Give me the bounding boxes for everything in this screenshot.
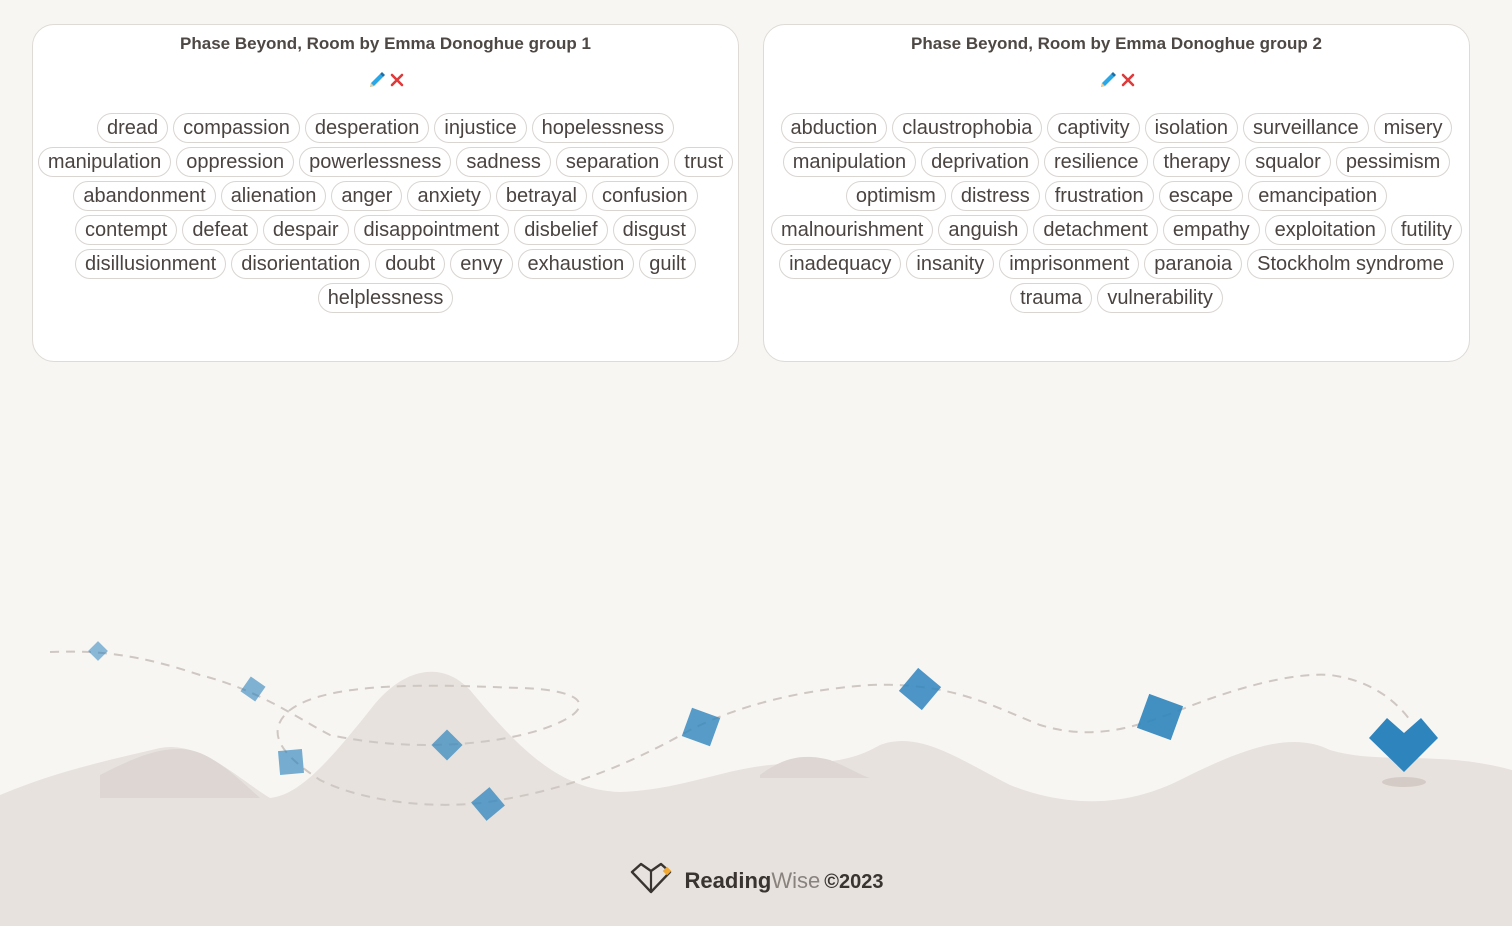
tag-chip[interactable]: captivity bbox=[1047, 113, 1139, 143]
group-title: Phase Beyond, Room by Emma Donoghue group 1 bbox=[180, 34, 591, 53]
tag-chip[interactable]: empathy bbox=[1163, 215, 1260, 245]
tag-chip[interactable]: hopelessness bbox=[532, 113, 674, 143]
copyright: ©2023 bbox=[824, 870, 884, 893]
tag-chip[interactable]: powerlessness bbox=[299, 147, 451, 177]
tag-chip[interactable]: anxiety bbox=[407, 181, 490, 211]
tag-chip[interactable]: abduction bbox=[781, 113, 888, 143]
tag-chip[interactable]: oppression bbox=[176, 147, 294, 177]
brand-name bbox=[685, 868, 884, 894]
tag-chip[interactable]: paranoia bbox=[1144, 249, 1242, 279]
close-icon[interactable] bbox=[390, 73, 404, 87]
tag-chip[interactable]: disillusionment bbox=[75, 249, 226, 279]
tag-chip[interactable]: disorientation bbox=[231, 249, 370, 279]
tag-chip[interactable]: sadness bbox=[456, 147, 551, 177]
tag-chip[interactable]: pessimism bbox=[1336, 147, 1450, 177]
tag-chip[interactable]: envy bbox=[450, 249, 512, 279]
tag-chip[interactable]: manipulation bbox=[38, 147, 171, 177]
tag-chip[interactable]: escape bbox=[1159, 181, 1244, 211]
tag-chip[interactable]: resilience bbox=[1044, 147, 1148, 177]
tag-chip[interactable]: surveillance bbox=[1243, 113, 1369, 143]
tag-chip[interactable]: abandonment bbox=[73, 181, 215, 211]
tag-chip[interactable]: trust bbox=[674, 147, 733, 177]
footer bbox=[0, 860, 1512, 901]
tag-chip[interactable]: helplessness bbox=[318, 283, 454, 313]
brand-part-1: Reading bbox=[684, 867, 772, 893]
tag-chip[interactable]: emancipation bbox=[1248, 181, 1387, 211]
tag-chip[interactable]: malnourishment bbox=[771, 215, 933, 245]
tag-chip[interactable]: optimism bbox=[846, 181, 946, 211]
close-icon[interactable] bbox=[1121, 73, 1135, 87]
tag-chip[interactable]: betrayal bbox=[496, 181, 587, 211]
tag-list bbox=[33, 113, 738, 313]
tag-chip[interactable]: confusion bbox=[592, 181, 698, 211]
group-card-2 bbox=[763, 24, 1470, 362]
tag-chip[interactable]: anguish bbox=[938, 215, 1028, 245]
tag-chip[interactable]: detachment bbox=[1033, 215, 1158, 245]
tag-chip[interactable]: vulnerability bbox=[1097, 283, 1223, 313]
tag-chip[interactable]: isolation bbox=[1145, 113, 1238, 143]
tag-chip[interactable]: exploitation bbox=[1265, 215, 1386, 245]
pencil-icon[interactable] bbox=[1098, 70, 1118, 90]
tag-chip[interactable]: insanity bbox=[906, 249, 994, 279]
tag-chip[interactable]: guilt bbox=[639, 249, 696, 279]
brand-part-2: Wise bbox=[771, 867, 821, 893]
tag-chip[interactable]: alienation bbox=[221, 181, 327, 211]
tag-chip[interactable]: Stockholm syndrome bbox=[1247, 249, 1454, 279]
tag-chip[interactable]: deprivation bbox=[921, 147, 1039, 177]
card-actions bbox=[33, 69, 738, 91]
tag-chip[interactable]: manipulation bbox=[783, 147, 916, 177]
tag-chip[interactable]: inadequacy bbox=[779, 249, 901, 279]
tag-list bbox=[764, 113, 1469, 313]
tag-chip[interactable]: distress bbox=[951, 181, 1040, 211]
tag-chip[interactable]: desperation bbox=[305, 113, 430, 143]
group-card-1 bbox=[32, 24, 739, 362]
tag-chip[interactable]: exhaustion bbox=[518, 249, 635, 279]
tag-chip[interactable]: frustration bbox=[1045, 181, 1154, 211]
tag-chip[interactable]: misery bbox=[1374, 113, 1453, 143]
tag-chip[interactable]: disbelief bbox=[514, 215, 607, 245]
group-title: Phase Beyond, Room by Emma Donoghue group 2 bbox=[911, 34, 1322, 53]
tag-chip[interactable]: disgust bbox=[613, 215, 696, 245]
tag-chip[interactable]: anger bbox=[331, 181, 402, 211]
tag-chip[interactable]: separation bbox=[556, 147, 669, 177]
tag-chip[interactable]: contempt bbox=[75, 215, 177, 245]
tag-chip[interactable]: claustrophobia bbox=[892, 113, 1042, 143]
tag-chip[interactable]: therapy bbox=[1153, 147, 1240, 177]
tag-chip[interactable]: dread bbox=[97, 113, 168, 143]
tag-chip[interactable]: despair bbox=[263, 215, 349, 245]
card-actions bbox=[764, 69, 1469, 91]
pencil-icon[interactable] bbox=[367, 70, 387, 90]
groups-container bbox=[32, 24, 1470, 362]
tag-chip[interactable]: imprisonment bbox=[999, 249, 1139, 279]
tag-chip[interactable]: defeat bbox=[182, 215, 258, 245]
tag-chip[interactable]: injustice bbox=[434, 113, 526, 143]
tag-chip[interactable]: trauma bbox=[1010, 283, 1092, 313]
tag-chip[interactable]: compassion bbox=[173, 113, 300, 143]
tag-chip[interactable]: disappointment bbox=[354, 215, 510, 245]
tag-chip[interactable]: doubt bbox=[375, 249, 445, 279]
readingwise-heart-logo[interactable] bbox=[629, 860, 675, 901]
tag-chip[interactable]: futility bbox=[1391, 215, 1462, 245]
tag-chip[interactable]: squalor bbox=[1245, 147, 1331, 177]
